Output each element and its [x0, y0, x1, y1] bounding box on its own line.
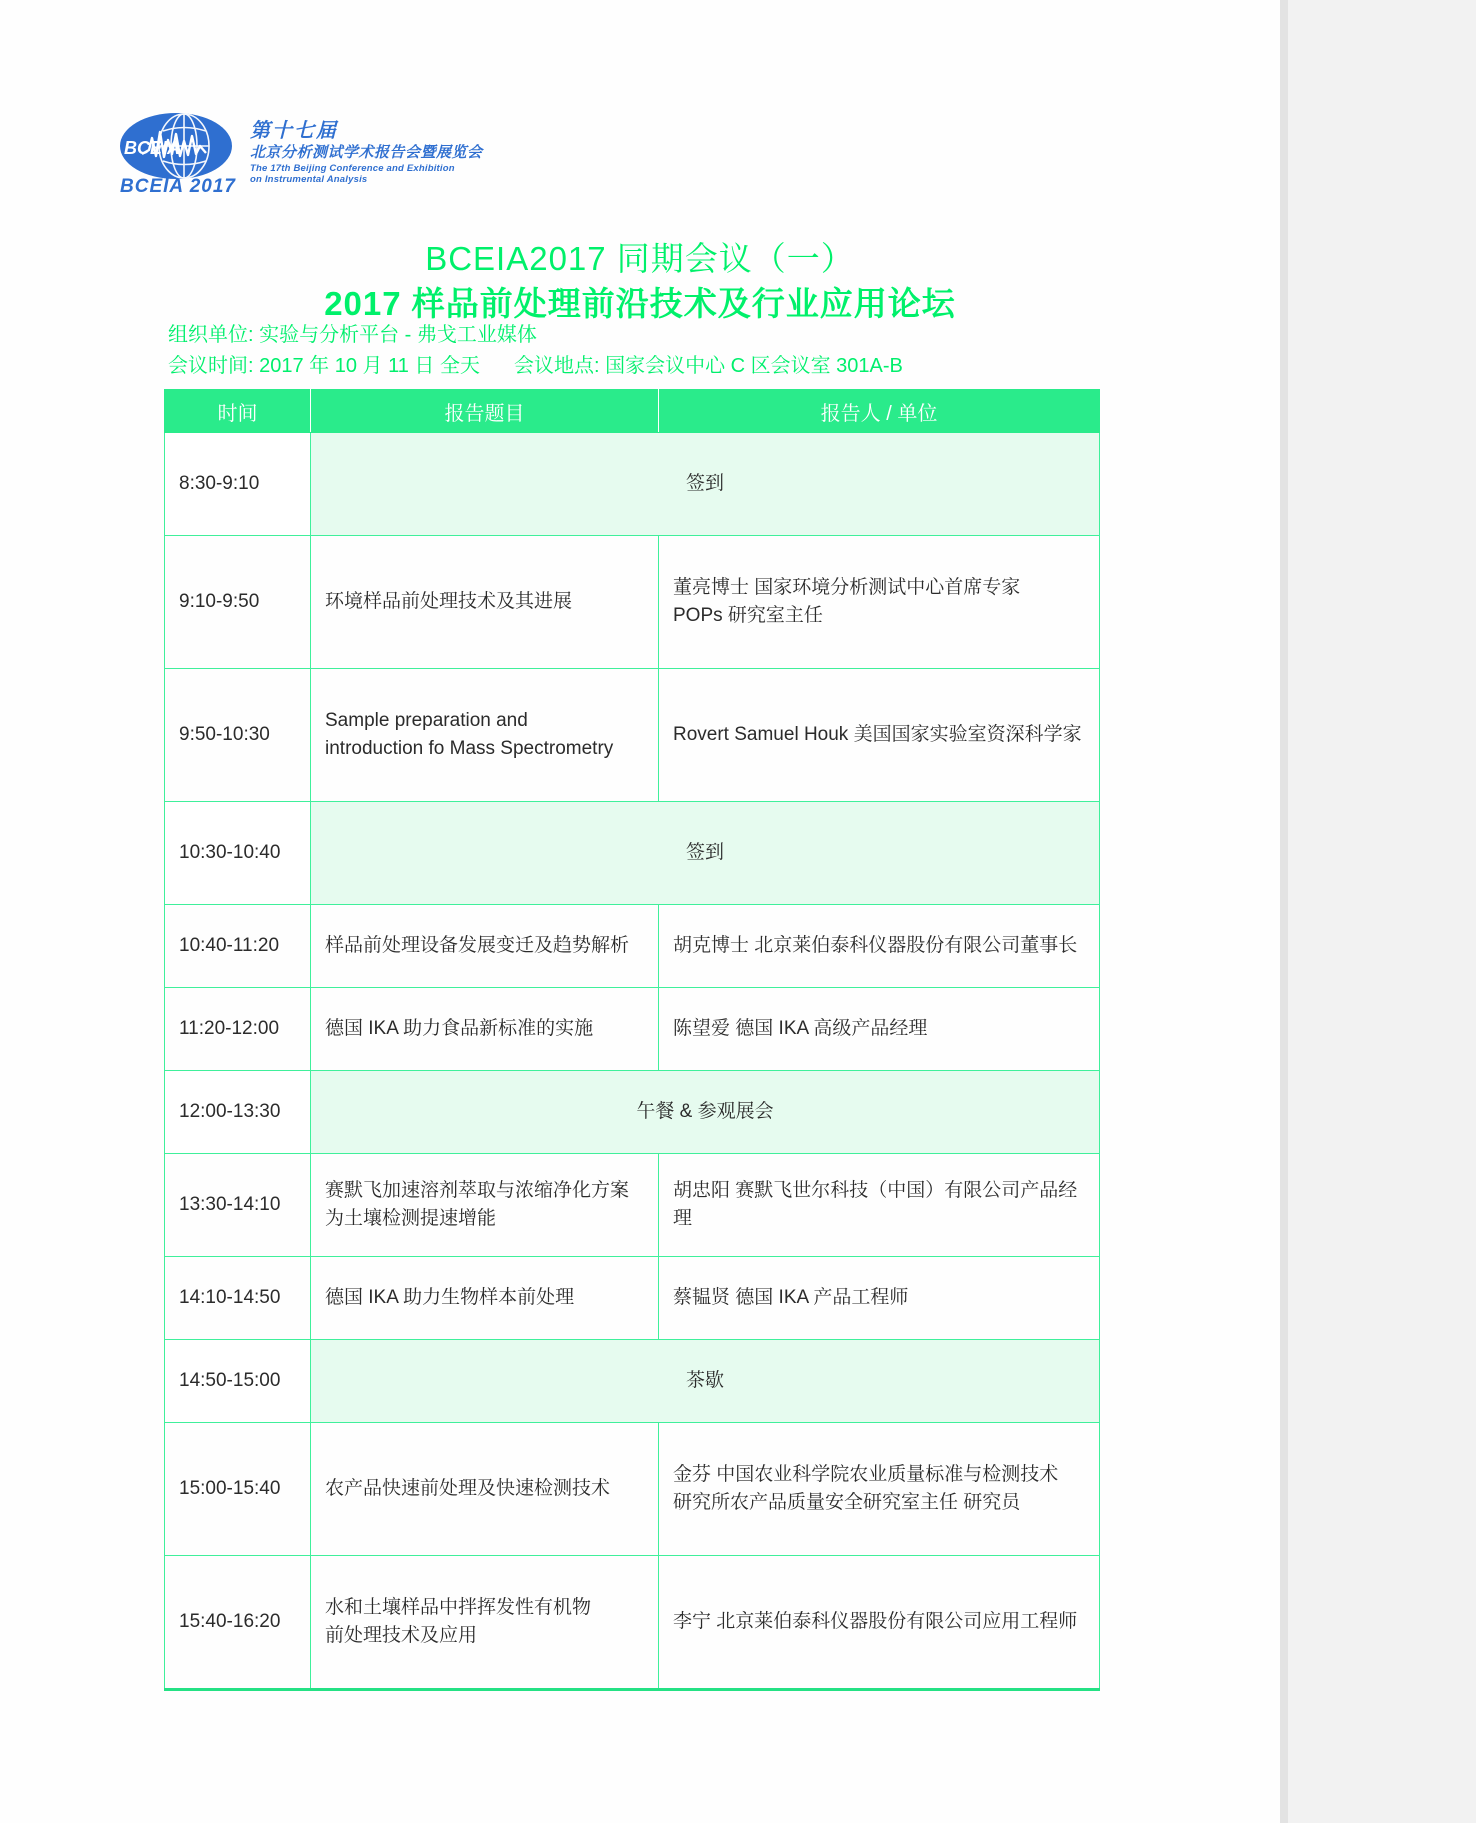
cell-speaker: 董亮博士 国家环境分析测试中心首席专家 POPs 研究室主任 [659, 536, 1100, 669]
meeting-venue: 会议地点: 国家会议中心 C 区会议室 301A-B [513, 355, 903, 377]
cell-topic: 农产品快速前处理及快速检测技术 [311, 1423, 659, 1556]
organizer-line: 组织单位: 实验与分析平台 - 弗戈工业媒体 [168, 324, 537, 346]
svg-text:BCEIA 2017: BCEIA 2017 [120, 176, 236, 196]
header-speaker: 报告人 / 单位 [659, 390, 1100, 433]
bceia-logo [118, 110, 483, 196]
table-row [165, 905, 1100, 988]
cell-speaker: 金芬 中国农业科学院农业质量标准与检测技术 研究所农产品质量安全研究室主任 研究员 [659, 1423, 1100, 1556]
table-row [165, 1154, 1100, 1257]
cell-speaker: 李宁 北京莱伯泰科仪器股份有限公司应用工程师 [659, 1556, 1100, 1690]
cell-time: 14:50-15:00 [165, 1340, 311, 1423]
table-row [165, 669, 1100, 802]
cell-break-label: 午餐 & 参观展会 [311, 1071, 1100, 1154]
logo-line-1: 第十七届 [250, 120, 338, 143]
svg-text:BCEIA: BCEIA [124, 138, 181, 158]
logo-line-3: The 17th Beijing Conference and Exhibition [250, 163, 455, 175]
table-row [165, 536, 1100, 669]
cell-topic: 赛默飞加速溶剂萃取与浓缩净化方案 为土壤检测提速增能 [311, 1154, 659, 1257]
table-header-row [165, 390, 1100, 433]
cell-time: 8:30-9:10 [165, 433, 311, 536]
header-topic: 报告题目 [311, 390, 659, 433]
title-line-2: 2017 样品前处理前沿技术及行业应用论坛 [324, 285, 956, 323]
table-row [165, 802, 1100, 905]
cell-time: 9:50-10:30 [165, 669, 311, 802]
cell-time: 10:30-10:40 [165, 802, 311, 905]
page-gutter [1280, 0, 1476, 1823]
cell-topic: 环境样品前处理技术及其进展 [311, 536, 659, 669]
cell-topic: 德国 IKA 助力生物样本前处理 [311, 1257, 659, 1340]
cell-speaker: 蔡韫贤 德国 IKA 产品工程师 [659, 1257, 1100, 1340]
cell-time: 10:40-11:20 [165, 905, 311, 988]
cell-speaker: 胡克博士 北京莱伯泰科仪器股份有限公司董事长 [659, 905, 1100, 988]
title-line-1: BCEIA2017 同期会议（一） [425, 240, 855, 277]
table-row [165, 1423, 1100, 1556]
logo-line-2: 北京分析测试学术报告会暨展览会 [250, 143, 483, 161]
table-row [165, 1257, 1100, 1340]
meeting-time: 会议时间: 2017 年 10 月 11 日 全天 [168, 355, 480, 377]
cell-break-label: 签到 [311, 433, 1100, 536]
cell-speaker: Rovert Samuel Houk 美国国家实验室资深科学家 [659, 669, 1100, 802]
cell-time: 12:00-13:30 [165, 1071, 311, 1154]
cell-topic: 水和土壤样品中拌挥发性有机物 前处理技术及应用 [311, 1556, 659, 1690]
cell-break-label: 签到 [311, 802, 1100, 905]
cell-break-label: 茶歇 [311, 1340, 1100, 1423]
table-row [165, 1340, 1100, 1423]
cell-topic: Sample preparation and introduction fo Mass Spectrometry [311, 669, 659, 802]
cell-time: 14:10-14:50 [165, 1257, 311, 1340]
bceia-globe-icon [118, 110, 240, 196]
gutter-strip [1280, 0, 1288, 1823]
agenda-body [165, 433, 1100, 1690]
cell-speaker: 胡忠阳 赛默飞世尔科技（中国）有限公司产品经理 [659, 1154, 1100, 1257]
page-title [0, 238, 1280, 326]
cell-time: 15:00-15:40 [165, 1423, 311, 1556]
cell-time: 13:30-14:10 [165, 1154, 311, 1257]
table-row [165, 1071, 1100, 1154]
cell-speaker: 陈望爱 德国 IKA 高级产品经理 [659, 988, 1100, 1071]
cell-topic: 德国 IKA 助力食品新标准的实施 [311, 988, 659, 1071]
meta-info [168, 320, 903, 382]
table-row [165, 988, 1100, 1071]
cell-time: 15:40-16:20 [165, 1556, 311, 1690]
cell-topic: 样品前处理设备发展变迁及趋势解析 [311, 905, 659, 988]
header-time: 时间 [165, 390, 311, 433]
table-row [165, 1556, 1100, 1690]
logo-line-4: on Instrumental Analysis [250, 174, 368, 186]
cell-time: 9:10-9:50 [165, 536, 311, 669]
table-row [165, 433, 1100, 536]
cell-time: 11:20-12:00 [165, 988, 311, 1071]
agenda-table [164, 389, 1100, 1691]
time-venue-line [168, 351, 903, 382]
